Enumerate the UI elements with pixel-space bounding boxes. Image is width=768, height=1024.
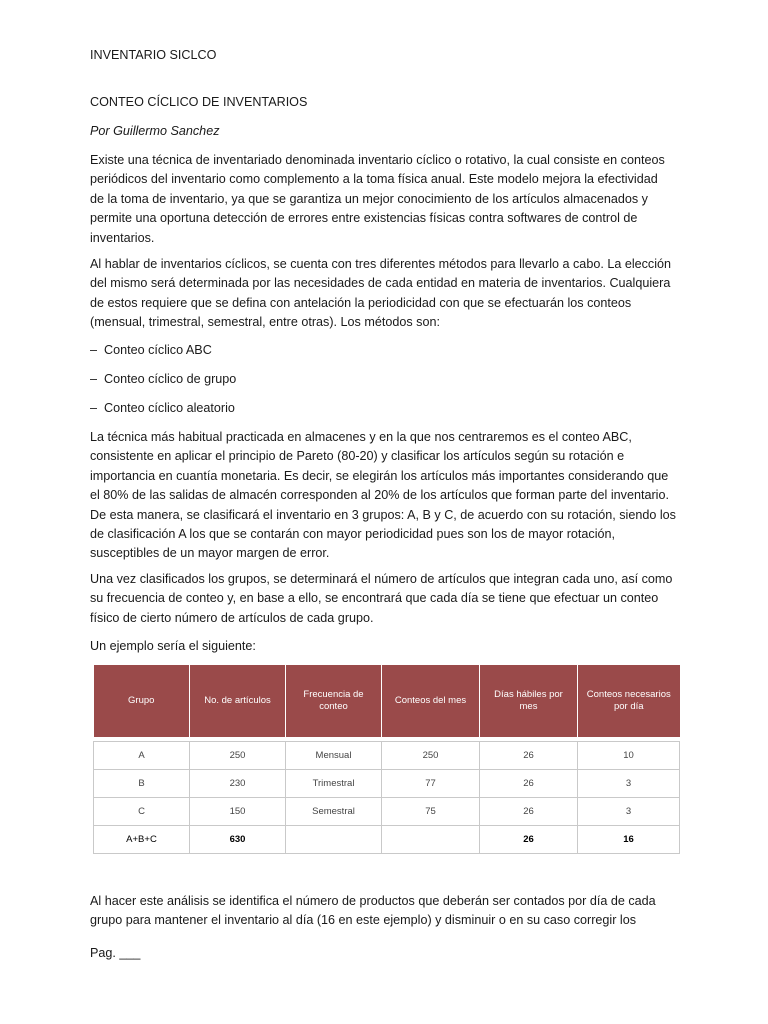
- paragraph-line: importancia en cuantía monetaria. Es decir, se elegirán los artículos más importantes considerando que: [90, 468, 669, 483]
- column-header: Conteos necesarios por día: [578, 665, 680, 737]
- table-header-row: [94, 665, 680, 737]
- table-cell: C: [94, 798, 190, 826]
- paragraph-line: de clasificación A los que se contarán con mayor periodicidad pues son los de mayor rotación,: [90, 527, 616, 542]
- table-cell: 26: [480, 742, 578, 770]
- document-header: INVENTARIO SICLCO: [90, 48, 217, 62]
- paragraph-line: consistente en aplicar el principio de Pareto (80-20) y clasificar los artículos según su rotación e: [90, 449, 625, 464]
- dash-bullet: –: [90, 372, 98, 386]
- table-cell: [382, 826, 480, 854]
- paragraph-line: Al hacer este análisis se identifica el número de productos que deberán ser contados por día de cada: [90, 894, 656, 908]
- method-item: [90, 341, 212, 360]
- paragraph-1: [90, 151, 680, 248]
- paragraph-line: el 80% de las salidas de almacén corresponden al 20% de los artículos que forman parte del inventario.: [90, 488, 669, 503]
- table-cell: Mensual: [286, 742, 382, 770]
- table-cell: A+B+C: [94, 826, 190, 854]
- paragraph-line: de estos requiere que se defina con antelación la periodicidad con que se efectuarán los conteos: [90, 295, 632, 310]
- method-label: Conteo cíclico ABC: [104, 343, 212, 357]
- dash-bullet: –: [90, 343, 98, 357]
- column-header: Días hábiles por mes: [480, 665, 578, 737]
- paragraph-line: Al hablar de inventarios cíclicos, se cuenta con tres diferentes métodos para llevarlo a cabo. La elección: [90, 257, 672, 271]
- paragraph-line: grupo para mantener el inventario al día (16 en este ejemplo) y disminuir o en su caso corregir los: [90, 913, 637, 928]
- column-header: Conteos del mes: [382, 665, 480, 737]
- method-item: [90, 370, 236, 389]
- paragraph-4: [90, 570, 680, 628]
- table-cell: 26: [480, 798, 578, 826]
- paragraph-line: del mismo será determinada por las necesidades de cada entidad en materia de inventarios. Cualquiera: [90, 276, 671, 291]
- paragraph-line: Existe una técnica de inventariado denominada inventario cíclico o rotativo, la cual consiste en conteos: [90, 153, 665, 167]
- table-cell: 250: [382, 742, 480, 770]
- table-cell: A: [94, 742, 190, 770]
- paragraph-line: de la toma de inventario, ya que se garantiza un mejor conocimiento de los artículos almacenados y: [90, 191, 648, 206]
- table-cell: 75: [382, 798, 480, 826]
- table-cell: [286, 826, 382, 854]
- paragraph-line: La técnica más habitual practicada en almacenes y en la que nos centraremos es el conteo ABC,: [90, 430, 632, 444]
- table-cell: 3: [578, 770, 680, 798]
- table-row: [94, 798, 680, 826]
- example-intro: Un ejemplo sería el siguiente:: [90, 639, 256, 653]
- paragraph-line: periódicos del inventario como complemento a la toma física anual. Este modelo mejora la efectividad: [90, 172, 658, 187]
- table-cell: 630: [190, 826, 286, 854]
- paragraph-line: permite una oportuna detección de errores entre existencias físicas contra softwares de control de: [90, 211, 638, 226]
- table-cell: 26: [480, 770, 578, 798]
- paragraph-3: [90, 428, 680, 564]
- table-cell: 150: [190, 798, 286, 826]
- table-cell: 3: [578, 798, 680, 826]
- table-cell: 26: [480, 826, 578, 854]
- document-title: CONTEO CÍCLICO DE INVENTARIOS: [90, 95, 308, 109]
- column-header: Frecuencia de conteo: [286, 665, 382, 737]
- table-cell: 77: [382, 770, 480, 798]
- method-label: Conteo cíclico aleatorio: [104, 401, 235, 415]
- table-cell: 230: [190, 770, 286, 798]
- table-cell: B: [94, 770, 190, 798]
- paragraph-line: (mensual, trimestral, semestral, entre otras). Los métodos son:: [90, 315, 440, 330]
- paragraph-2: [90, 255, 680, 333]
- paragraph-line: Una vez clasificados los grupos, se determinará el número de artículos que integran cada uno, así como: [90, 572, 673, 586]
- paragraph-line: susceptibles de un mayor margen de error.: [90, 546, 330, 561]
- table-total-row: [94, 826, 680, 854]
- author-line: Por Guillermo Sanchez: [90, 124, 220, 138]
- table-cell: 10: [578, 742, 680, 770]
- paragraph-5: [90, 892, 680, 931]
- column-header: No. de artículos: [190, 665, 286, 737]
- table-row: [94, 742, 680, 770]
- dash-bullet: –: [90, 401, 98, 415]
- paragraph-line: inventarios.: [90, 230, 155, 245]
- table-row: [94, 770, 680, 798]
- method-label: Conteo cíclico de grupo: [104, 372, 237, 386]
- table-cell: Semestral: [286, 798, 382, 826]
- table-cell: Trimestral: [286, 770, 382, 798]
- table-cell: 250: [190, 742, 286, 770]
- paragraph-line: De esta manera, se clasificará el inventario en 3 grupos: A, B y C, de acuerdo con su rotación, siendo los: [90, 507, 676, 522]
- column-header: Grupo: [94, 665, 190, 737]
- table-cell: 16: [578, 826, 680, 854]
- paragraph-line: físico de cierto número de artículos de cada grupo.: [90, 610, 374, 625]
- inventory-table: [93, 665, 680, 854]
- method-item: [90, 399, 235, 418]
- paragraph-line: su frecuencia de conteo y, en base a ello, se encontrará que cada día se tiene que efectuar un conteo: [90, 591, 659, 606]
- page-footer: Pag. ___: [90, 946, 141, 960]
